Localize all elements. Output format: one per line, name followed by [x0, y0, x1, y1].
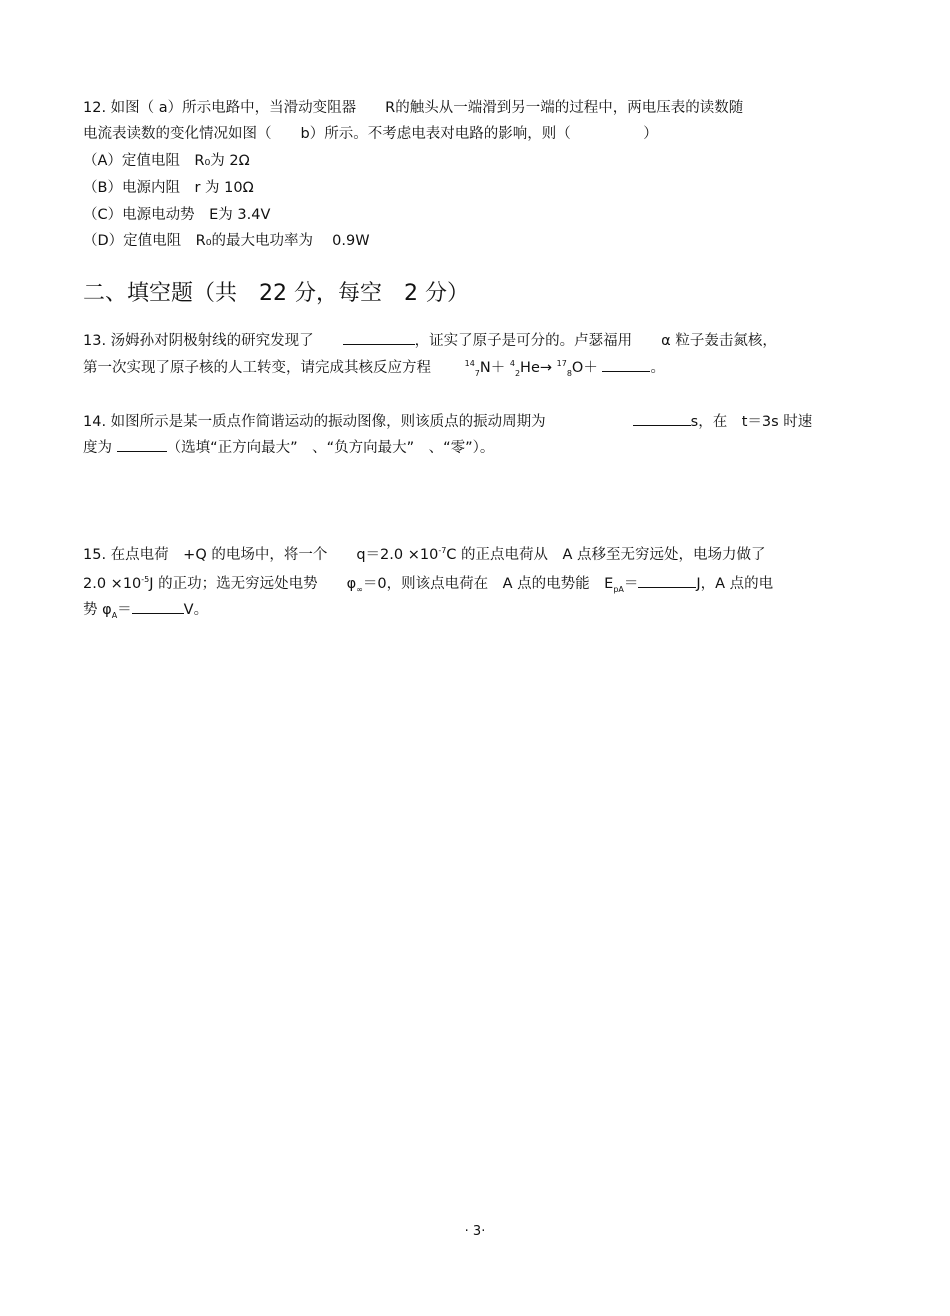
q12-line2: 电流表读数的变化情况如图（ b）所示。不考虑电表对电路的影响，则（ ）	[83, 126, 658, 142]
q15-blank-1	[638, 573, 696, 588]
page-number: · 3·	[464, 1224, 486, 1239]
q14-line1: 14. 如图所示是某一质点作简谐运动的振动图像，则该质点的振动周期为 s，在 t＝3s 时速	[83, 411, 812, 432]
q15-line3: 势 $\varphi_A= V$。	[83, 599, 208, 620]
q13-blank-2	[602, 357, 650, 372]
q14-blank-2	[117, 437, 167, 452]
section-heading: 二、填空题（共 22 分，每空 2 分）	[83, 281, 469, 306]
q13-text-c: 第一次实现了原子核的人工转变，请完成其核反应方程	[83, 360, 460, 376]
q14-line2: 度为 （选填“正方向最大” 、“负方向最大” 、“零”）。	[83, 437, 494, 458]
q13-blank-1	[343, 330, 415, 345]
q12-line1: 12. 如图（ a）所示电路中，当滑动变阻器 R的触头从一端滑到另一端的过程中，两电压表的读数随	[83, 100, 744, 116]
q15-line2: $2.0 \times 10^{-5}J$ 的正功；选无穷远处电势 $\varphi_\infty=0$，则该点电荷在 A 点的电势能 $E_{pA}= J$，A 点的电	[83, 573, 773, 594]
q14-blank-1	[633, 411, 691, 426]
q13-line2: 第一次实现了原子核的人工转变，请完成其核反应方程 $^{14}_7$N＋ $^4_2$He→ $^{17}_8$O＋ 。	[83, 357, 665, 378]
q12-option-b: （B）电源内阻 r 为 10Ω	[83, 180, 254, 196]
q15-blank-2	[132, 599, 184, 614]
q13-text-a: 13. 汤姆孙对阴极射线的研究发现了	[83, 333, 343, 349]
q13-text-b: ，证实了原子是可分的。卢瑟福用 α 粒子轰击氮核，	[414, 333, 777, 349]
q13-line1	[83, 330, 777, 351]
q12-option-d: （D）定值电阻 R₀的最大电功率为 0.9W	[83, 233, 370, 249]
nuclear-equation: $^{14}_7$N＋ $^4_2$He→ $^{17}_8$O＋	[464, 359, 603, 378]
q15-line1: 15. 在点电荷 +Q 的电场中，将一个 $q=2.0 \times 10^{-7}C$ 的正点电荷从 A 点移至无穷远处，电场力做了	[83, 546, 766, 563]
q12-option-c: （C）电源电动势 E为 3.4V	[83, 207, 271, 223]
q12-option-a: （A）定值电阻 R₀为 2Ω	[83, 153, 250, 169]
